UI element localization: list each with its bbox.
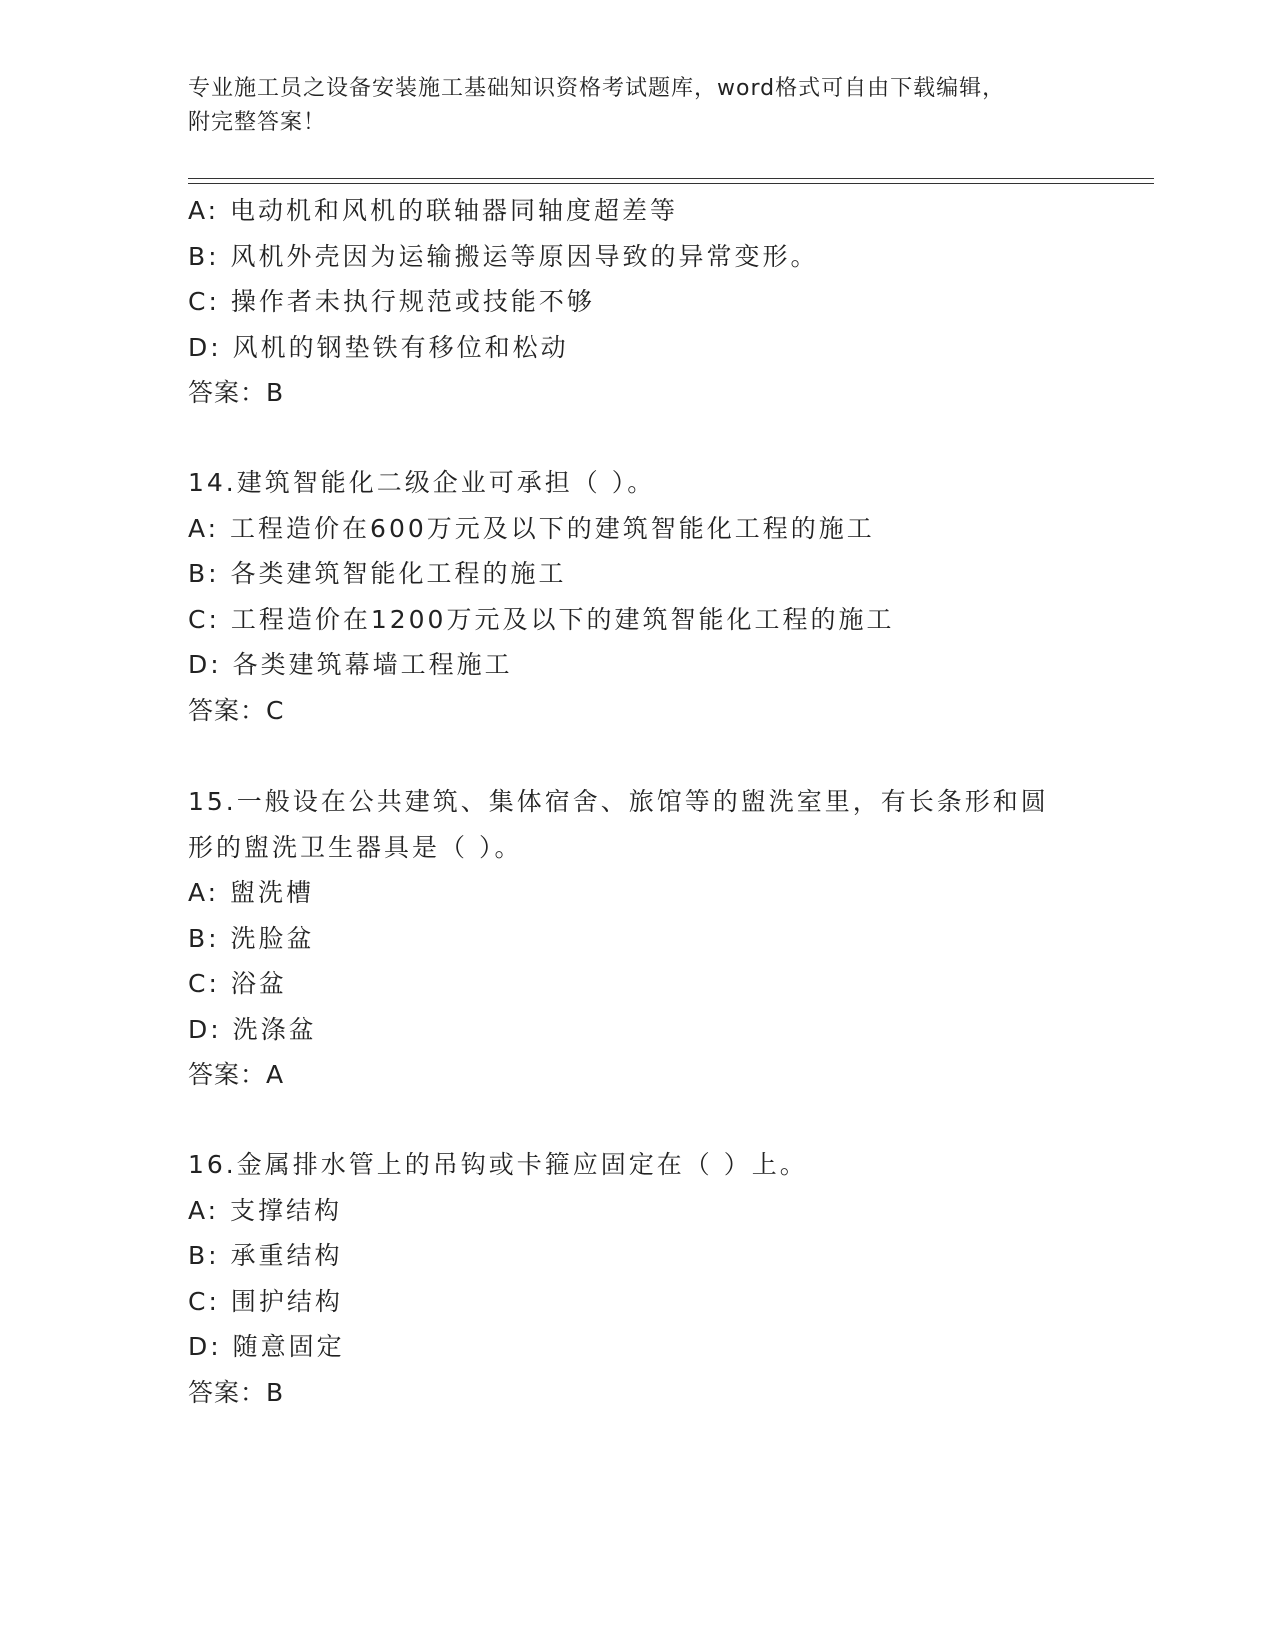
question-14 [188, 460, 1088, 733]
option-c: C: 工程造价在1200万元及以下的建筑智能化工程的施工 [188, 604, 895, 634]
answer-line: 答案：A [188, 1060, 285, 1089]
answer-line: 答案：B [188, 1377, 285, 1407]
question-stem: 14.建筑智能化二级企业可承担（ ）。 [188, 468, 656, 497]
answer-line: 答案：B [188, 378, 285, 407]
question-stem: 16.金属排水管上的吊钩或卡箍应固定在（ ）上。 [188, 1150, 808, 1179]
option-b: B: 洗脸盆 [188, 923, 315, 953]
option-d: D: 各类建筑幕墙工程施工 [188, 650, 513, 679]
option-c: C: 浴盆 [188, 969, 287, 998]
header-divider-bottom [188, 183, 1154, 184]
document-header [188, 72, 1088, 140]
option-d: D: 风机的钢垫铁有移位和松动 [188, 332, 569, 362]
answer-line: 答案：C [188, 695, 285, 725]
header-line-1: 专业施工员之设备安装施工基础知识资格考试题库，word格式可自由下载编辑， [188, 76, 1006, 101]
option-a: A: 电动机和风机的联轴器同轴度超差等 [188, 196, 679, 225]
question-stem-continued: 形的盥洗卫生器具是（ ）。 [188, 832, 523, 862]
option-a: A: 支撑结构 [188, 1195, 343, 1225]
option-b: B: 承重结构 [188, 1241, 343, 1270]
question-13-continued [188, 188, 1088, 416]
option-c: C: 围护结构 [188, 1286, 343, 1316]
option-a: A: 盥洗槽 [188, 878, 315, 907]
option-a: A: 工程造价在600万元及以下的建筑智能化工程的施工 [188, 513, 875, 543]
question-stem: 15.一般设在公共建筑、集体宿舍、旅馆等的盥洗室里，有长条形和圆 [188, 787, 1049, 816]
option-c: C: 操作者未执行规范或技能不够 [188, 287, 595, 316]
header-line-2: 附完整答案！ [188, 110, 327, 135]
option-d: D: 随意固定 [188, 1332, 345, 1361]
option-b: B: 风机外壳因为运输搬运等原因导致的异常变形。 [188, 241, 819, 271]
option-b: B: 各类建筑智能化工程的施工 [188, 559, 567, 588]
option-d: D: 洗涤盆 [188, 1014, 317, 1044]
question-15 [188, 779, 1088, 1098]
header-divider-top [188, 178, 1154, 179]
question-16 [188, 1142, 1088, 1415]
